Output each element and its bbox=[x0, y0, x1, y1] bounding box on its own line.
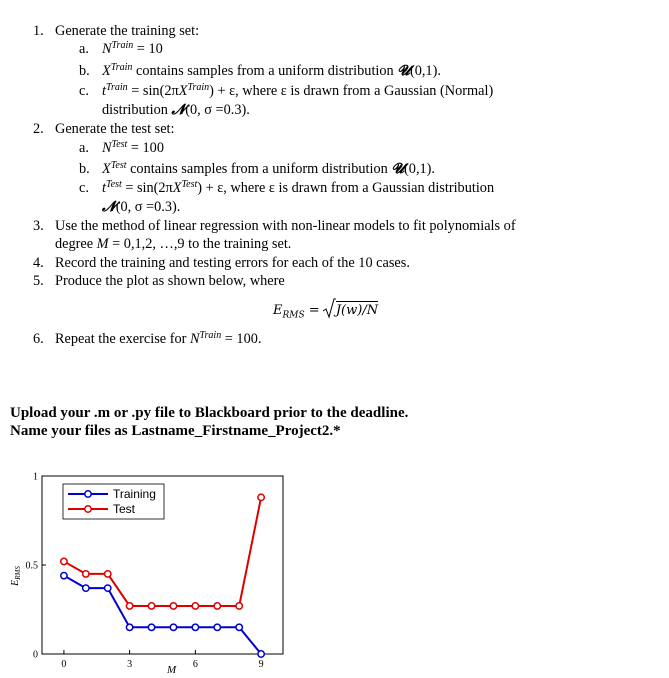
step-6 bbox=[33, 330, 261, 348]
var: X bbox=[102, 63, 111, 79]
dist-symbol: 𝓤 bbox=[397, 63, 410, 79]
x-tick-label: 9 bbox=[258, 659, 264, 670]
formula bbox=[273, 302, 378, 325]
formula-eq: = bbox=[304, 303, 324, 318]
step-3 bbox=[33, 217, 516, 235]
test-point bbox=[258, 494, 264, 500]
test-point bbox=[170, 603, 176, 609]
training-point bbox=[83, 585, 89, 591]
var: M bbox=[96, 236, 109, 252]
var-sup: Test bbox=[110, 160, 127, 171]
sqrt-symbol bbox=[324, 302, 378, 320]
var2: X bbox=[172, 180, 182, 196]
step-1 bbox=[33, 22, 199, 40]
y-tick-label: 1 bbox=[33, 471, 38, 483]
step-1c-cont bbox=[102, 101, 250, 119]
rest1: = sin(2π bbox=[121, 180, 173, 196]
var-sup: Train bbox=[111, 40, 134, 51]
rest: contains samples from a uniform distribution bbox=[126, 161, 392, 177]
step-2b bbox=[79, 160, 435, 178]
rest1: = sin(2π bbox=[127, 83, 179, 99]
test-point bbox=[236, 603, 242, 609]
step-2a bbox=[79, 139, 164, 157]
legend-marker-test bbox=[85, 506, 91, 512]
step-2c-cont bbox=[102, 198, 180, 216]
var: t bbox=[102, 180, 106, 196]
text1: degree bbox=[55, 236, 97, 252]
var: t bbox=[102, 83, 106, 99]
var2-sup: Test bbox=[181, 179, 198, 190]
test-point bbox=[105, 571, 111, 577]
legend-marker-training bbox=[85, 491, 91, 497]
step-number: 2. bbox=[33, 121, 44, 137]
dist-args: (0,1). bbox=[404, 161, 435, 177]
step-2c bbox=[79, 179, 494, 197]
x-tick-label: 3 bbox=[127, 659, 133, 670]
step-letter: b. bbox=[79, 161, 90, 177]
dist-symbol: 𝓤 bbox=[391, 161, 405, 177]
step-1b bbox=[79, 62, 441, 80]
text2: (0, σ =0.3). bbox=[115, 199, 181, 215]
step-2 bbox=[33, 120, 175, 138]
var-sup: Test bbox=[105, 179, 122, 190]
var: X bbox=[102, 161, 111, 177]
step-5 bbox=[33, 272, 285, 290]
training-point bbox=[192, 624, 198, 630]
formula-inner: J(w)/N bbox=[335, 303, 379, 318]
step-3-cont bbox=[55, 235, 291, 253]
var-sup: Train bbox=[199, 330, 222, 341]
x-axis-label: M bbox=[167, 664, 177, 676]
rest2: ) + ε, where ε is drawn from a Gaussian (Normal) bbox=[209, 83, 494, 99]
training-point bbox=[61, 572, 67, 578]
step-number: 4. bbox=[33, 255, 44, 271]
dist-args: (0,1). bbox=[409, 63, 441, 79]
upload-line-1: Upload your .m or .py file to Blackboard prior to the deadline. bbox=[10, 405, 409, 421]
rest: = 10 bbox=[133, 41, 163, 57]
test-point bbox=[61, 558, 67, 564]
step-text: Use the method of linear regression with non-linear models to fit polynomials of bbox=[55, 218, 516, 234]
sqrt-sign-icon bbox=[322, 298, 336, 320]
test-point bbox=[148, 603, 154, 609]
training-point bbox=[148, 624, 154, 630]
text2: = 0,1,2, …,9 to the training set. bbox=[108, 236, 292, 252]
y-tick-label: 0.5 bbox=[25, 560, 38, 572]
training-point bbox=[258, 651, 264, 657]
var: N bbox=[102, 140, 112, 156]
x-tick-label: 0 bbox=[61, 659, 67, 670]
step-1a bbox=[79, 40, 163, 58]
step-text: Generate the test set: bbox=[55, 121, 175, 137]
y-axis-label: $E_{RMS}$ bbox=[10, 566, 22, 586]
dist-symbol: 𝓝 bbox=[102, 199, 116, 215]
training-point bbox=[214, 624, 220, 630]
step-text: Repeat the exercise for bbox=[55, 331, 190, 347]
step-number: 5. bbox=[33, 273, 44, 289]
step-4 bbox=[33, 254, 410, 272]
formula-lhs: E bbox=[273, 303, 283, 318]
test-point bbox=[126, 603, 132, 609]
step-letter: b. bbox=[79, 63, 90, 79]
x-tick-label: 6 bbox=[192, 659, 198, 670]
var-sup: Train bbox=[110, 62, 133, 73]
var2-sup: Train bbox=[187, 82, 210, 93]
rest2: ) + ε, where ε is drawn from a Gaussian distribution bbox=[197, 180, 495, 196]
test-point bbox=[83, 571, 89, 577]
step-letter: c. bbox=[79, 180, 89, 196]
training-point bbox=[105, 585, 111, 591]
text1: distribution bbox=[102, 102, 172, 118]
step-number: 1. bbox=[33, 23, 44, 39]
var-sup: Train bbox=[105, 82, 128, 93]
test-point bbox=[214, 603, 220, 609]
formula-lhs-sub: RMS bbox=[282, 310, 305, 321]
test-point bbox=[192, 603, 198, 609]
y-tick-label: 0 bbox=[33, 649, 38, 661]
var-sup: Test bbox=[111, 139, 128, 150]
training-point bbox=[236, 624, 242, 630]
error-chart bbox=[0, 458, 300, 678]
dist-symbol: 𝓝 bbox=[171, 102, 186, 118]
rest: = 100. bbox=[221, 331, 262, 347]
legend-label-training: Training bbox=[113, 487, 156, 501]
upload-line-2: Name your files as Lastname_Firstname_Project2.* bbox=[10, 423, 341, 439]
step-text: Generate the training set: bbox=[55, 23, 200, 39]
step-letter: a. bbox=[79, 140, 89, 156]
rest: = 100 bbox=[127, 140, 164, 156]
rest: contains samples from a uniform distribution bbox=[132, 63, 398, 79]
var: N bbox=[189, 331, 200, 347]
step-text: Record the training and testing errors for each of the 10 cases. bbox=[55, 255, 410, 271]
legend-label-test: Test bbox=[113, 502, 136, 516]
training-point bbox=[170, 624, 176, 630]
text2: (0, σ =0.3). bbox=[185, 102, 250, 118]
var: N bbox=[102, 41, 112, 57]
training-point bbox=[126, 624, 132, 630]
var2: X bbox=[178, 83, 188, 99]
step-letter: c. bbox=[79, 83, 89, 99]
step-number: 6. bbox=[33, 331, 44, 347]
step-text: Produce the plot as shown below, where bbox=[55, 273, 285, 289]
step-letter: a. bbox=[79, 41, 89, 57]
step-1c bbox=[79, 82, 493, 100]
step-number: 3. bbox=[33, 218, 44, 234]
